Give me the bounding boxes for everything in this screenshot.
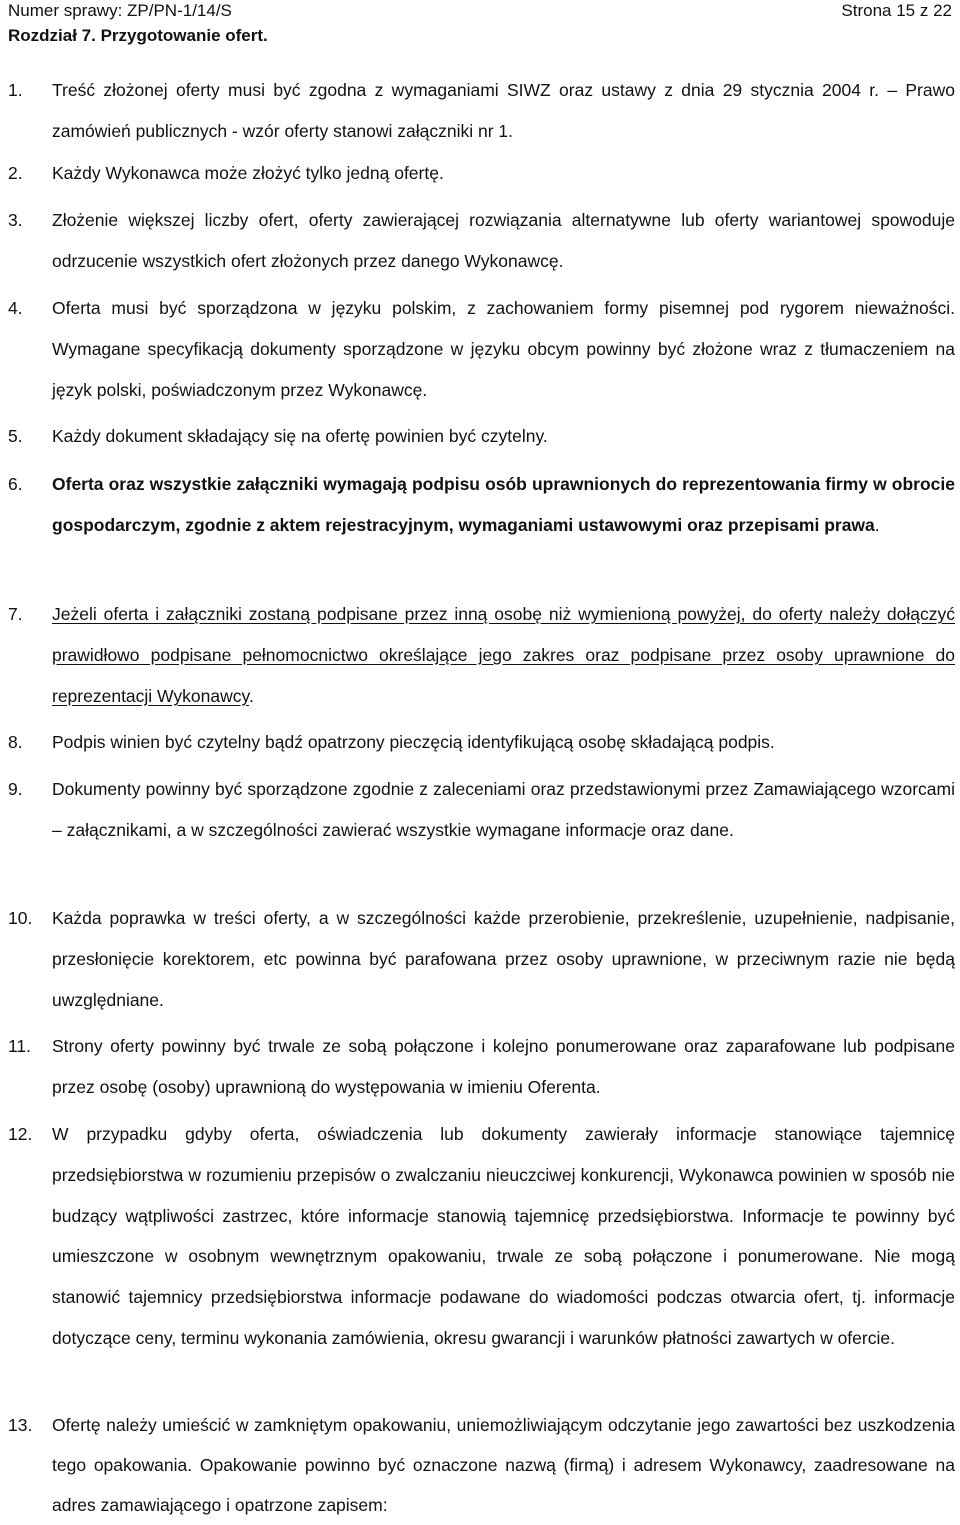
list-item bbox=[8, 70, 955, 152]
item-number: 9. bbox=[8, 779, 23, 799]
item-text-segment: Dokumenty powinny być sporządzone zgodnie z zaleceniami oraz przedstawionymi przez Zamawiającego wzorcami – załącznikami, a w szczególności zawierać wszystkie wymagane informacje oraz dane. bbox=[52, 779, 955, 840]
item-number: 3. bbox=[8, 210, 23, 230]
item-text-segment: Każda poprawka w treści oferty, a w szczególności każde przerobienie, przekreślenie, uzupełnienie, nadpisanie, przesłonięcie korektorem, etc powinna być parafowana przez osoby uprawnione, w przeciwnym razie nie będą uwzględniane. bbox=[52, 908, 955, 1010]
list-item bbox=[8, 416, 955, 457]
item-text-segment: Ofertę należy umieścić w zamkniętym opakowaniu, uniemożliwiającym odczytanie jego zawartości bez uszkodzenia tego opakowania. Opakowanie powinno być oznaczone nazwą (firmą) i adresem Wykonawcy, zaadresowane na adres zamawiającego i opatrzone zapisem: bbox=[52, 1415, 955, 1515]
item-text bbox=[52, 464, 955, 546]
list-item bbox=[8, 898, 955, 1021]
list-item bbox=[8, 288, 955, 411]
page-header bbox=[8, 0, 952, 22]
item-text-segment: Treść złożonej oferty musi być zgodna z wymaganiami SIWZ oraz ustawy z dnia 29 stycznia 2004 r. – Prawo zamówień publicznych - wzór oferty stanowi załączniki nr 1. bbox=[52, 80, 955, 141]
item-text bbox=[52, 200, 955, 282]
item-text bbox=[52, 153, 955, 194]
item-number: 1. bbox=[8, 80, 23, 100]
item-text-segment: W przypadku gdyby oferta, oświadczenia lub dokumenty zawierały informacje stanowiące tajemnicę przedsiębiorstwa w rozumieniu przepisów o zwalczaniu nieuczciwej konkurencji, Wykonawca powinien w sposób nie budzący wątpliwości zastrzec, które informacje stanowią tajemnicę przedsiębiorstwa. Informacje te powinny być umieszczone w osobnym wewnętrznym opakowaniu, trwale ze sobą połączone i ponumerowane. Nie mogą stanowić tajemnicy przedsiębiorstwa informacje podawane do wiadomości podczas otwarcia ofert, tj. informacje dotyczące ceny, terminu wykonania zamówienia, okresu gwarancji i warunków płatności zawartych w ofercie. bbox=[52, 1124, 955, 1348]
item-number: 2. bbox=[8, 163, 23, 183]
item-text bbox=[52, 1026, 955, 1108]
item-text bbox=[52, 1405, 955, 1525]
item-text-segment: . bbox=[248, 686, 254, 706]
item-text bbox=[52, 1114, 955, 1359]
item-text bbox=[52, 288, 955, 411]
item-text-segment: Każdy dokument składający się na ofertę powinien być czytelny. bbox=[52, 426, 548, 446]
item-number: 11. bbox=[8, 1036, 32, 1056]
chapter-title: Rozdział 7. Przygotowanie ofert. bbox=[8, 26, 268, 45]
item-number: 13. bbox=[8, 1415, 33, 1435]
item-number: 8. bbox=[8, 732, 23, 752]
item-number: 7. bbox=[8, 604, 23, 624]
list-item bbox=[8, 200, 955, 282]
case-number: Numer sprawy: ZP/PN-1/14/S bbox=[8, 1, 232, 20]
list-item bbox=[8, 722, 955, 763]
list-item bbox=[8, 1114, 955, 1359]
item-text-segment: Jeżeli oferta i załączniki zostaną podpisane przez inną osobę niż wymienioną powyżej, do oferty należy dołączyć prawidłowo podpisane pełnomocnictwo określające jego zakres oraz podpisane przez osoby uprawnione do reprezentacji Wykonawcy bbox=[52, 604, 955, 706]
item-text bbox=[52, 70, 955, 152]
item-text bbox=[52, 898, 955, 1021]
list-item bbox=[8, 1405, 955, 1525]
list-item bbox=[8, 464, 955, 546]
list-item bbox=[8, 153, 955, 194]
item-text-segment: Każdy Wykonawca może złożyć tylko jedną ofertę. bbox=[52, 163, 444, 183]
list-item bbox=[8, 769, 955, 851]
list-item bbox=[8, 1026, 955, 1108]
item-number: 4. bbox=[8, 298, 23, 318]
item-text-segment: Oferta musi być sporządzona w języku polskim, z zachowaniem formy pisemnej pod rygorem nieważności. Wymagane specyfikacją dokumenty sporządzone w języku obcym powinny być złożone wraz z tłumaczeniem na język polski, poświadczonym przez Wykonawcę. bbox=[52, 298, 955, 400]
item-text-segment: Złożenie większej liczby ofert, oferty zawierającej rozwiązania alternatywne lub oferty wariantowej spowoduje odrzucenie wszystkich ofert złożonych przez danego Wykonawcę. bbox=[52, 210, 955, 271]
item-text-segment: Podpis winien być czytelny bądź opatrzony pieczęcią identyfikującą osobę składającą podpis. bbox=[52, 732, 775, 752]
item-text-segment: . bbox=[874, 515, 880, 535]
list-item bbox=[8, 594, 955, 717]
item-number: 12. bbox=[8, 1124, 33, 1144]
item-text-segment: Oferta oraz wszystkie załączniki wymagają podpisu osób uprawnionych do reprezentowania firmy w obrocie gospodarczym, zgodnie z aktem rejestracyjnym, wymaganiami ustawowymi oraz przepisami prawa bbox=[52, 474, 955, 535]
item-number: 10. bbox=[8, 908, 33, 928]
item-text bbox=[52, 416, 955, 457]
item-text bbox=[52, 722, 955, 763]
page-number: Strona 15 z 22 bbox=[841, 1, 952, 20]
item-text bbox=[52, 769, 955, 851]
item-text-segment: Strony oferty powinny być trwale ze sobą połączone i kolejno ponumerowane oraz zaparafowane lub podpisane przez osobę (osoby) uprawnioną do występowania w imieniu Oferenta. bbox=[52, 1036, 955, 1097]
item-text bbox=[52, 594, 955, 717]
item-number: 6. bbox=[8, 474, 23, 494]
item-number: 5. bbox=[8, 426, 23, 446]
